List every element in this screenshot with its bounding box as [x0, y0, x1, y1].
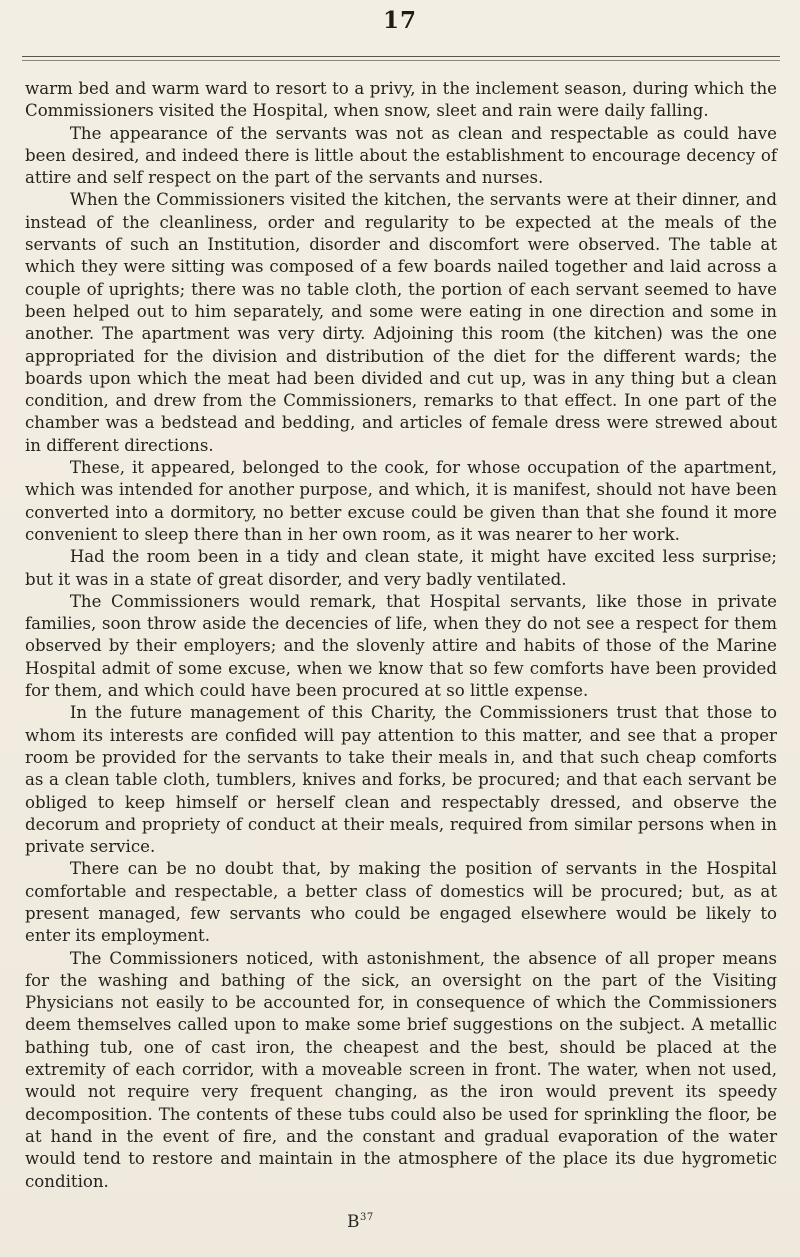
paragraph: In the future management of this Charity, the Commissioners trust that those to whom its interests are confided will pay attention to this matter, and see that a proper room be provided for the servants to take their meals in, and that such cheap comforts as a clean table cloth, tumblers, knives and forks, be procured; and that each servant be obliged to keep himself or herself clean and respectably dressed, and observe the decorum and propriety of conduct at their meals, required from similar persons when in private service. [25, 703, 777, 857]
signature-number: 37 [360, 1212, 374, 1223]
header-rule [22, 56, 780, 57]
header-rule-secondary [22, 60, 780, 61]
paragraph: The Commissioners would remark, that Hospital servants, like those in private families, soon throw aside the decencies of life, when they do not see a respect for them observed by their employers; and the slovenly attire and habits of those of the Marine Hospital admit of some excuse, when we know that so few comforts have been provided for them, and which could have been procured at so little expense. [25, 591, 777, 701]
body-text [25, 78, 777, 1193]
page-number: 17 [382, 7, 417, 34]
paragraph: warm bed and warm ward to resort to a privy, in the inclement season, during which the Commissioners visited the Hospital, when snow, sleet and rain were daily falling. [25, 79, 777, 121]
signature-letter: B [347, 1212, 360, 1232]
paragraph: These, it appeared, belonged to the cook, for whose occupation of the apartment, which was intended for another purpose, and which, it is manifest, should not have been converted into a dormitory, no better excuse could be given than that she found it more convenient to sleep there than in her own room, as it was nearer to her work. [25, 458, 777, 544]
paragraph: Had the room been in a tidy and clean state, it might have excited less surprise; but it was in a state of great disorder, and very badly ventilated. [25, 547, 777, 589]
signature-mark [347, 1212, 374, 1232]
paragraph: The appearance of the servants was not as clean and respectable as could have been desired, and indeed there is little about the establishment to encourage decency of attire and self respect on the part of the servants and nurses. [25, 123, 777, 188]
paragraph: When the Commissioners visited the kitchen, the servants were at their dinner, and instead of the cleanliness, order and regularity to be expected at the meals of the servants of such an Institution, disorder and discomfort were observed. The table at which they were sitting was composed of a few boards nailed together and laid across a couple of uprights; there was no table cloth, the portion of each servant seemed to have been helped out to him separately, and some were eating in one direction and some in another. The apartment was very dirty. Adjoining this room (the kitchen) was the one appropriated for the division and distribution of the diet for the different wards; the boards upon which the meat had been divided and cut up, was in any thing but a clean condition, and drew from the Commissioners, remarks to that effect. In one part of the chamber was a bedstead and bedding, and articles of female dress were strewed about in different directions. [25, 190, 777, 455]
paragraph: There can be no doubt that, by making the position of servants in the Hospital comfortable and respectable, a better class of domestics will be procured; but, as at present managed, few servants who could be engaged elsewhere would be likely to enter its employment. [25, 859, 777, 946]
paragraph: The Commissioners noticed, with astonishment, the absence of all proper means for the washing and bathing of the sick, an oversight on the part of the Visiting Physicians not easily to be accounted for, in consequence of which the Commissioners deem themselves called upon to make some brief suggestions on the subject. A metallic bathing tub, one of cast iron, the cheapest and the best, should be placed at the extremity of each corridor, with a moveable screen in front. The water, when not used, would not require very frequent changing, as the iron would prevent its speedy decomposition. The contents of these tubs could also be used for sprinkling the floor, be at hand in the event of fire, and the constant and gradual evaporation of the water would tend to restore and maintain in the atmosphere of the place its due hygrometic condition. [25, 948, 777, 1191]
